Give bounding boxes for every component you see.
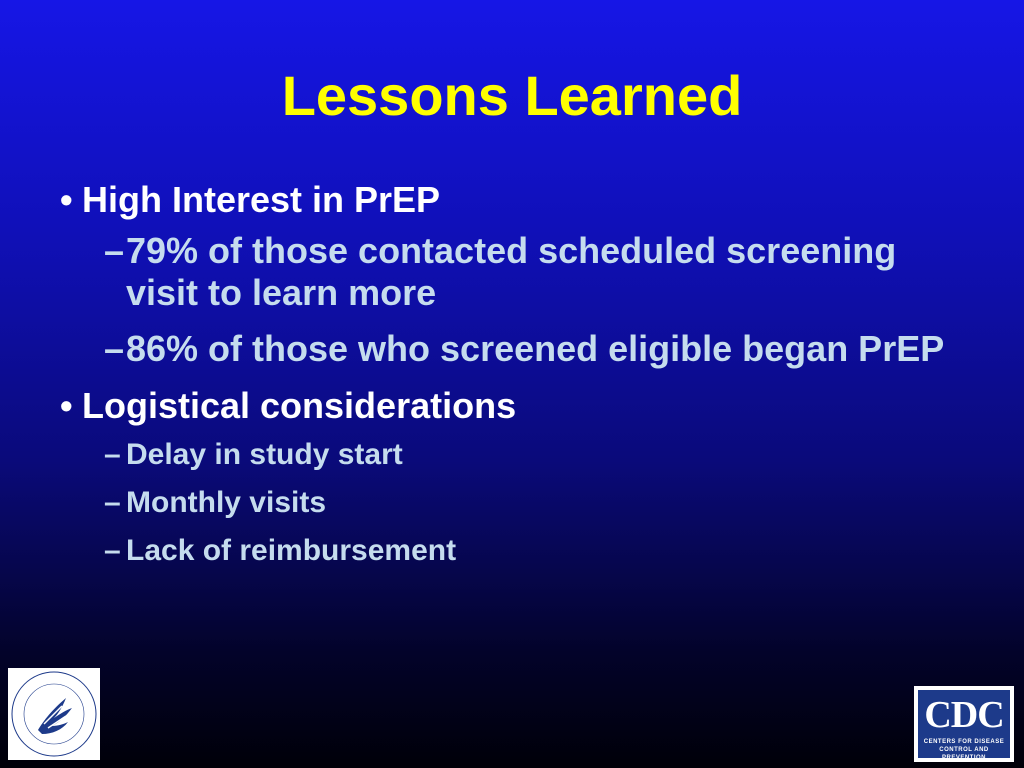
dash-icon: – bbox=[104, 438, 121, 471]
dash-icon: – bbox=[104, 328, 125, 369]
slide-title: Lessons Learned bbox=[281, 64, 743, 127]
cdc-logo-panel bbox=[918, 690, 1010, 761]
hhs-seal-logo bbox=[8, 668, 100, 760]
cdc-tagline-line-2: CONTROL AND PREVENTION bbox=[939, 747, 989, 761]
bullet-high-interest bbox=[60, 178, 960, 222]
dash-icon: – bbox=[104, 230, 125, 271]
sub-bullet-text: 79% of those contacted scheduled screening visit to learn more bbox=[126, 230, 897, 313]
sub-bullet-text: Monthly visits bbox=[126, 486, 327, 519]
cdc-logo bbox=[914, 686, 1014, 762]
sub-bullet-delay bbox=[104, 436, 960, 474]
sub-bullet-scheduled bbox=[104, 230, 960, 314]
dash-icon: – bbox=[104, 534, 121, 567]
hhs-eagle-icon bbox=[8, 668, 100, 760]
cdc-logo-tagline bbox=[918, 738, 1010, 762]
sub-bullet-monthly bbox=[104, 484, 960, 522]
sub-bullet-text: 86% of those who screened eligible began PrEP bbox=[126, 328, 945, 369]
cdc-tagline-line-1: CENTERS FOR DISEASE bbox=[923, 739, 1005, 745]
sub-bullet-text: Delay in study start bbox=[126, 438, 403, 471]
sub-bullet-text: Lack of reimbursement bbox=[126, 534, 457, 567]
cdc-logo-name: CDC bbox=[924, 694, 1004, 736]
bullet-icon: • bbox=[60, 385, 73, 426]
dash-icon: – bbox=[104, 486, 121, 519]
bullet-icon: • bbox=[60, 179, 73, 220]
bullet-text: High Interest in PrEP bbox=[82, 179, 441, 220]
sub-bullet-eligible bbox=[104, 328, 960, 370]
slide-content bbox=[60, 178, 960, 580]
bullet-logistical bbox=[60, 384, 960, 428]
sub-bullet-reimbursement bbox=[104, 532, 960, 570]
bullet-text: Logistical considerations bbox=[82, 385, 517, 426]
